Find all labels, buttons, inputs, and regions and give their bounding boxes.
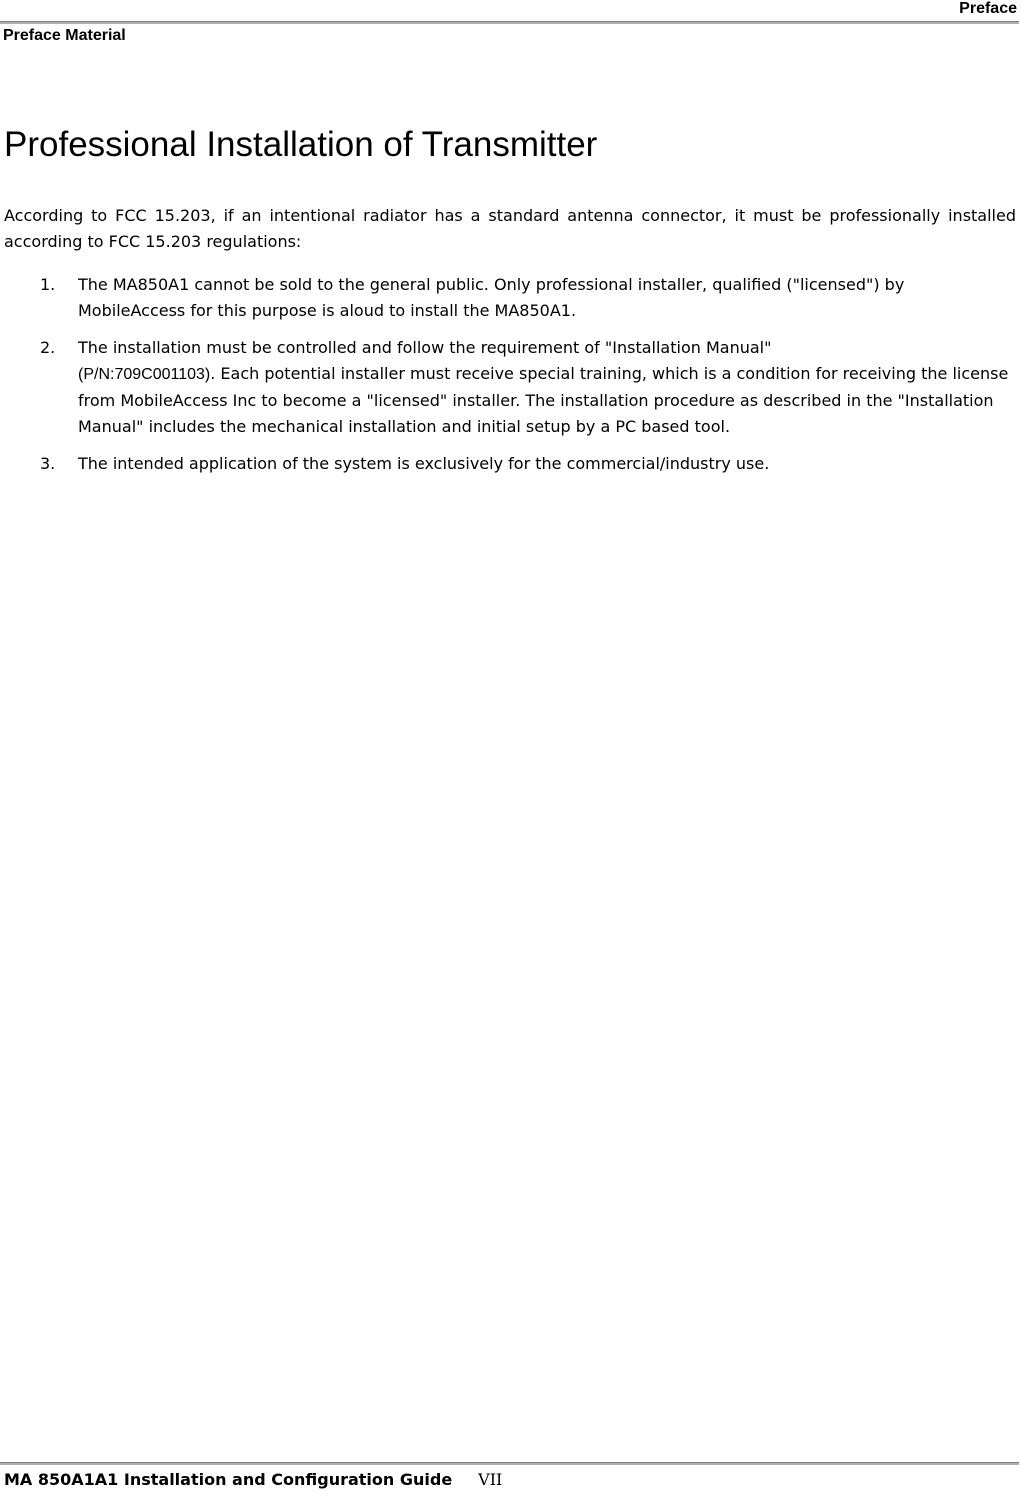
requirements-list [0, 272, 1010, 488]
list-item-text: The MA850A1 cannot be sold to the general public. Only professional installer, qualified ("licensed") by MobileAccess for this purpose is aloud to install the MA850A1. [78, 275, 905, 320]
footer-rule [0, 1462, 1019, 1465]
running-header-chapter: Preface [959, 0, 1017, 17]
list-item-text-continued: . Each potential installer must receive special training, which is a condition for receiving the license from MobileAccess Inc to become a "licensed" installer. The installation procedure as described in the "Installation Manual" includes the mechanical installation and initial setup by a PC based tool. [78, 364, 1009, 436]
list-item [0, 451, 1010, 477]
intro-paragraph: According to FCC 15.203, if an intentional radiator has a standard antenna connector, it must be professionally installed according to FCC 15.203 regulations: [4, 206, 1016, 251]
running-header-section: Preface Material [3, 27, 126, 44]
page-title: Professional Installation of Transmitter [4, 125, 598, 164]
list-item [0, 272, 1010, 324]
list-item-text: The intended application of the system is exclusively for the commercial/industry use. [78, 454, 770, 473]
list-item [0, 335, 1010, 440]
list-item-number: 1. [40, 275, 56, 294]
header-rule [0, 21, 1019, 24]
footer-document-title: MA 850A1A1 Installation and Configuration Guide [4, 1470, 453, 1489]
page-number: VII [478, 1470, 503, 1489]
list-item-number: 3. [40, 454, 56, 473]
page-footer [4, 1470, 502, 1490]
list-item-number: 2. [40, 338, 56, 357]
list-item-text: The installation must be controlled and follow the requirement of "Installation Manual" [78, 338, 772, 357]
part-number: (P/N:709C001103) [78, 366, 211, 383]
